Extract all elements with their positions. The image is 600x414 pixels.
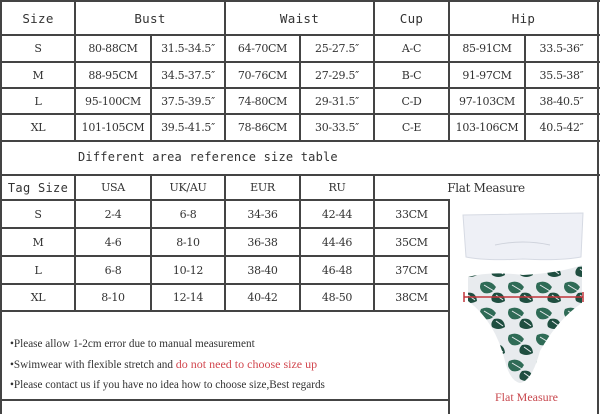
hip-in-cell: 35.5-38″ xyxy=(539,68,584,82)
bullet: • xyxy=(10,359,14,371)
row-divider xyxy=(0,399,450,401)
eur-cell: 40-42 xyxy=(247,291,278,304)
note-line: •Please allow 1-2cm error due to manual measurement xyxy=(10,338,255,350)
header-hip: Hip xyxy=(511,10,536,26)
note-line: •Please contact us if you have no idea how to choose size,Best regards xyxy=(10,379,325,391)
header-ru: RU xyxy=(328,181,346,194)
hip-in-cell: 40.5-42″ xyxy=(539,121,584,134)
hip-in-cell: 33.5-36″ xyxy=(539,42,584,55)
waist-cm-cell: 64-70CM xyxy=(237,42,288,55)
header-flat-measure: Flat Measure xyxy=(447,180,525,195)
ru-cell: 46-48 xyxy=(321,263,353,277)
waist-cm-cell: 78-86CM xyxy=(237,121,288,134)
bust-in-cell: 39.5-41.5″ xyxy=(161,121,215,134)
size-cell: S xyxy=(34,42,42,55)
bust-in-cell: 34.5-37.5″ xyxy=(161,68,215,82)
tag-cell: L xyxy=(34,263,42,277)
bust-in-cell: 37.5-39.5″ xyxy=(161,94,215,108)
size-cell: XL xyxy=(30,121,46,134)
flat-cell: 35CM xyxy=(395,235,428,249)
flat-cell: 38CM xyxy=(395,291,428,304)
cup-cell: B-C xyxy=(401,68,422,82)
tag-cell: S xyxy=(34,207,42,221)
flat-cell: 33CM xyxy=(395,207,428,221)
ru-cell: 44-46 xyxy=(321,235,353,249)
header-usa: USA xyxy=(101,181,125,194)
uk-cell: 8-10 xyxy=(176,235,200,249)
border-right xyxy=(597,0,599,414)
header-uk-au: UK/AU xyxy=(169,181,207,194)
hip-cm-cell: 97-103CM xyxy=(459,94,515,108)
usa-cell: 2-4 xyxy=(104,207,122,221)
uk-cell: 6-8 xyxy=(179,207,197,221)
cup-cell: A-C xyxy=(401,42,422,55)
hip-cm-cell: 85-91CM xyxy=(462,42,512,55)
size-cell: M xyxy=(32,68,44,82)
cup-cell: C-D xyxy=(401,94,422,108)
bust-cm-cell: 80-88CM xyxy=(88,42,138,55)
bandeau-top xyxy=(463,213,583,260)
header-tag-size: Tag Size xyxy=(7,180,69,195)
waist-cm-cell: 74-80CM xyxy=(237,94,288,108)
waist-in-cell: 30-33.5″ xyxy=(315,121,359,134)
usa-cell: 8-10 xyxy=(101,291,125,304)
waist-in-cell: 27-29.5″ xyxy=(315,68,359,82)
bikini-bottom xyxy=(468,265,582,383)
hip-cm-cell: 91-97CM xyxy=(462,68,512,82)
size-cell: L xyxy=(34,94,42,108)
usa-cell: 6-8 xyxy=(104,263,122,277)
header-waist: Waist xyxy=(279,10,320,26)
notes xyxy=(10,334,325,395)
ru-cell: 48-50 xyxy=(321,291,353,304)
tag-cell: XL xyxy=(30,291,46,304)
eur-cell: 38-40 xyxy=(247,263,278,277)
waist-in-cell: 25-27.5″ xyxy=(315,42,359,55)
highlight-text: do not need to choose size up xyxy=(175,357,318,371)
bullet: • xyxy=(10,338,14,350)
waist-in-cell: 29-31.5″ xyxy=(315,94,359,108)
hip-cm-cell: 103-106CM xyxy=(455,121,519,134)
eur-cell: 36-38 xyxy=(247,235,278,249)
reference-table-title: Different area reference size table xyxy=(78,150,338,164)
usa-cell: 4-6 xyxy=(104,235,122,249)
note-line: •Swimwear with flexible stretch and do not need to choose size up xyxy=(10,357,318,371)
header-size: Size xyxy=(22,10,54,26)
uk-cell: 12-14 xyxy=(172,291,204,304)
bust-cm-cell: 95-100CM xyxy=(85,94,141,108)
cup-cell: C-E xyxy=(401,121,422,134)
waist-cm-cell: 70-76CM xyxy=(237,68,288,82)
header-cup: Cup xyxy=(399,10,424,26)
eur-cell: 34-36 xyxy=(247,207,278,221)
flat-measure-caption: Flat Measure xyxy=(495,390,558,404)
hip-in-cell: 38-40.5″ xyxy=(539,94,584,108)
ru-cell: 42-44 xyxy=(321,207,353,221)
bust-cm-cell: 101-105CM xyxy=(81,121,145,134)
bikini-product-image xyxy=(450,201,597,391)
bust-in-cell: 31.5-34.5″ xyxy=(161,42,215,55)
flat-cell: 37CM xyxy=(395,263,428,277)
uk-cell: 10-12 xyxy=(172,263,204,277)
tag-cell: M xyxy=(32,235,44,249)
bullet: • xyxy=(10,379,14,391)
header-eur: EUR xyxy=(250,181,275,194)
bust-cm-cell: 88-95CM xyxy=(88,68,138,82)
header-bust: Bust xyxy=(134,10,166,26)
